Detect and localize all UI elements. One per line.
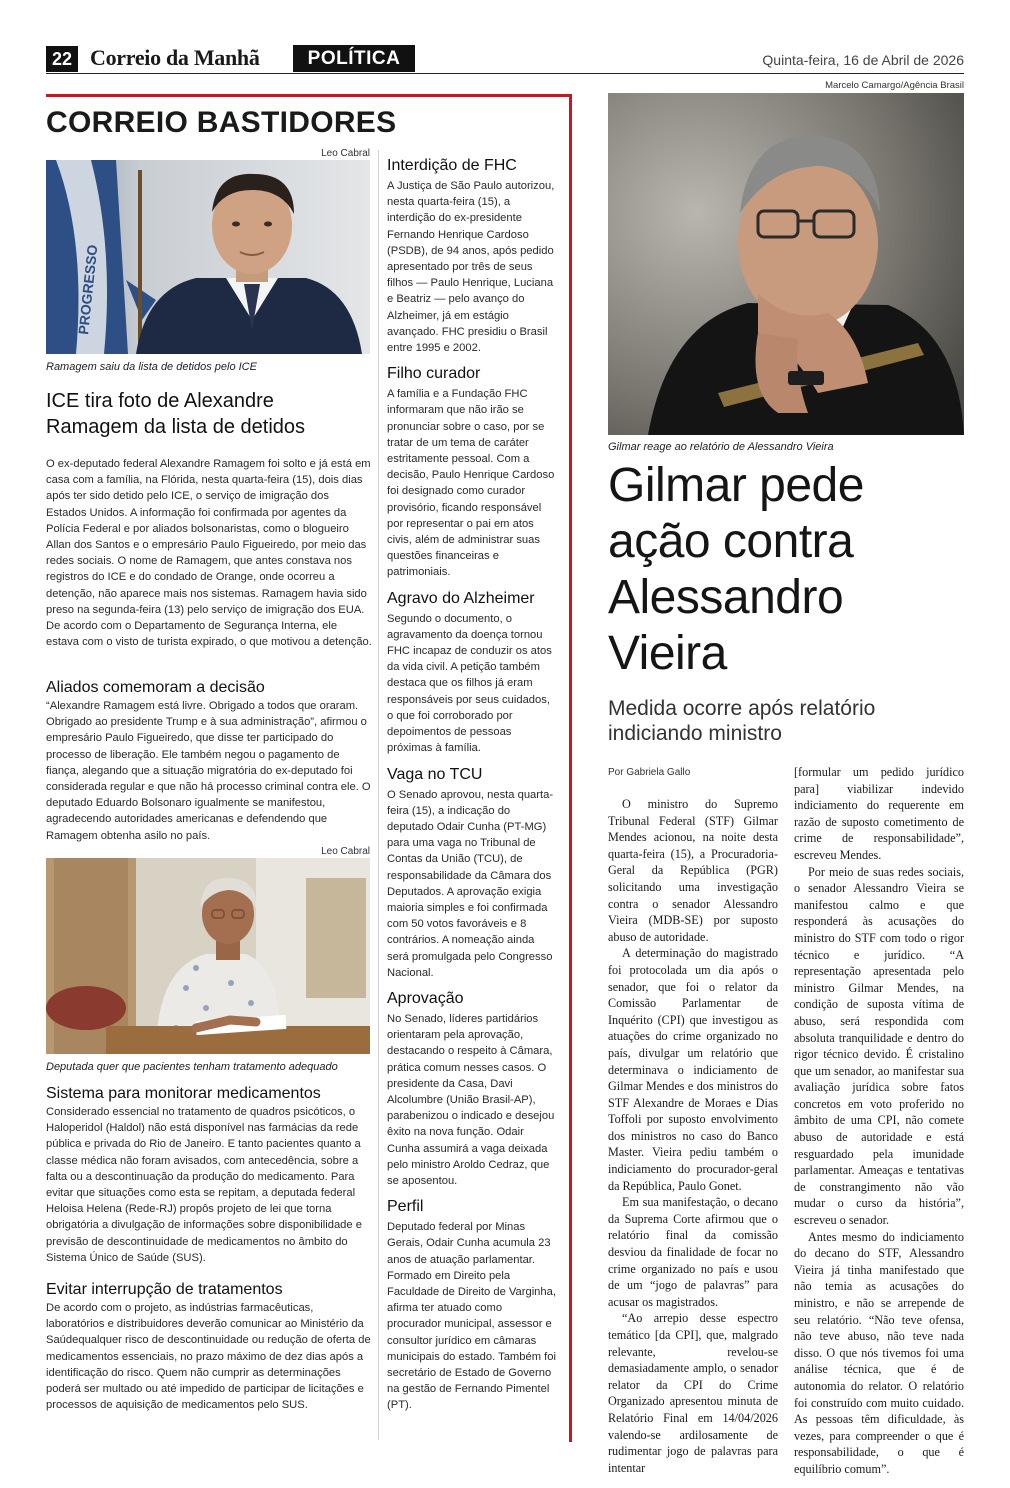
note-title: Interdição de FHC <box>387 157 517 174</box>
header-divider <box>46 73 964 74</box>
note-body: No Senado, líderes partidários orientaram pela aprovação, destacando o respeito à Câmara, prática comum nesses casos. O presidente da Casa, Davi Alcolumbre (União Brasil-AP), parabenizou o indicado e desejou êxito na nova função. Odair Cunha assumirá a vaga deixada pelo ministro Aroldo Cedraz, que se aposentou. <box>387 1012 555 1187</box>
photo-caption: Gilmar reage ao relatório de Alessandro Vieira <box>608 441 834 453</box>
story-body: Considerado essencial no tratamento de quadros psicóticos, o Haloperidol (Haldol) não está disponível nas farmácias da rede pública e privada do Rio de Janeiro. E tanto pacientes quanto a classe médica não foram avisados, com antecedência, sobre a falta ou a descontinuação da produção do medicamento. Para evitar que situações como esta se repitam, a deputada federal Heloisa Helena (Rede-RJ) propôs projeto de lei que torna obrigatória a divulgação de informações sobre disponibilidade e previsão de descontinuidade de medicamentos no âmbito do Sistema Único de Saúde (SUS). <box>46 1106 362 1264</box>
photo-credit: Leo Cabral <box>321 148 370 159</box>
note <box>387 765 559 981</box>
ramagem-photo <box>46 160 370 354</box>
story-headline: ICE tira foto de Alexandre Ramagem da lista de detidos <box>46 390 306 438</box>
story-headline: Sistema para monitorar medicamentos <box>46 1085 321 1102</box>
photo-caption: Deputada quer que pacientes tenham tratamento adequado <box>46 1061 338 1073</box>
note-body: A família e a Fundação FHC informaram que não irão se pronunciar sobre o caso, por se tratar de um tema de caráter estritamente pessoal. Com a decisão, Paulo Henrique Cardoso foi designado como curador provisório, ficando responsável por representar o pai em atos civis, além de administrar suas questões financeiras e patrimoniais. <box>387 388 555 579</box>
story-body: “Alexandre Ramagem está livre. Obrigado a todos que oraram. Obrigado ao presidente Trump e à sua administração”, afirmou o empresário Paulo Figueiredo, que disse ter participado do processo de liberação. Ele também negou o pagamento de fiança, alegando que a situação migratória do ex-deputado foi considerada regular e que não há processo criminal contra ele. O deputado Eduardo Bolsonaro igualmente se manifestou, agradecendo autoridades americanas e defendendo que Ramagem obtenha asilo no país. <box>46 700 371 842</box>
column-divider <box>378 150 379 1440</box>
photo-caption: Ramagem saiu da lista de detidos pelo ICE <box>46 361 257 373</box>
note-title: Aprovação <box>387 989 464 1007</box>
article-paragraph: A determinação do magistrado foi protocolada um dia após o senador, que foi o relator da Comissão Parlamentar de Inquérito (CPI) que investigou as atuações do crime organizado no país, divulgar um relatório que determinava o indiciamento de Gilmar Mendes e dos ministros do STF Alexandre de Moraes e Dias Toffoli por suposto envolvimento dos ministros no caso do Banco Master. Vieira pediu também o indiciamento do procurador-geral da República, Paulo Gonet. <box>608 946 778 1193</box>
note <box>387 989 559 1189</box>
photo-credit: Leo Cabral <box>321 846 370 857</box>
article-column-2 <box>794 764 964 1478</box>
note <box>387 589 559 757</box>
gilmar-photo <box>608 93 964 435</box>
newspaper-name: Correio da Manhã <box>90 45 260 70</box>
article-paragraph: [formular um pedido jurídico para] viabilizar indevido indiciamento do requerente em razão de suposto cometimento de crime de responsabilidade”, escreveu Mendes. <box>794 765 964 862</box>
article-byline: Por Gabriela Gallo <box>608 767 691 778</box>
note-body: A Justiça de São Paulo autorizou, nesta quarta-feira (15), a interdição do ex-presidente Fernando Henrique Cardoso (PSDB), de 94 anos, após pedido apresentado por três de seus filhos — Paulo Henrique, Luciana e Beatriz — pelo avanço do Alzheimer, já em estágio avançado. FHC presidiu o Brasil entre 1995 e 2002. <box>387 180 555 355</box>
photo-credit: Marcelo Camargo/Agência Brasil <box>825 80 964 91</box>
bastidores-title: CORREIO BASTIDORES <box>46 106 397 139</box>
article-paragraph: “Ao arrepio desse espectro temático [da CPI], que, malgrado relevante, revelou-se demasiadamente amplo, o senador relator da CPI do Crime Organizado apresentou minuta de Relatório Final em 14/04/2026 valendo-se ardilosamente de rudimentar jogo de palavras para intentar <box>608 1311 778 1475</box>
story-subhead: Aliados comemoram a decisão <box>46 679 265 696</box>
bastidores-right-border <box>569 94 572 1442</box>
article-paragraph: Por meio de suas redes sociais, o senador Alessandro Vieira se manifestou calmo e que responderá às acusações do ministro do STF com todo o rigor técnico e jurídico. “A representação apresentada pelo ministro Gilmar Mendes, na condição de suposta vítima de abuso, será respondida com absoluta tranquilidade e dentro do rigor técnico devido. É cristalino que um senador, ao manifestar sua avaliação jurídica sobre fatos concretos em voto proferido no âmbito de uma CPI, não comete abuso de autoridade e está resguardado pela imunidade parlamentar. Ameaças e tentativas de constrangimento não vão mudar o curso da história”, escreveu o senador. <box>794 864 964 1228</box>
note <box>387 1197 559 1413</box>
bastidores-top-border <box>46 94 572 97</box>
section-label: POLÍTICA <box>293 45 415 72</box>
article-paragraph: O ministro do Supremo Tribunal Federal (STF) Gilmar Mendes acionou, na noite desta quarta-feira (15), a Procuradoria-Geral da República (PGR) solicitando uma investigação contra o senador Alessandro Vieira (MDB-SE) por suposto abuso de autoridade. <box>608 797 778 944</box>
flag-text: PROGRESSO <box>75 243 101 336</box>
note-title: Filho curador <box>387 365 481 383</box>
note <box>387 156 559 356</box>
story-subhead: Evitar interrupção de tratamentos <box>46 1281 283 1298</box>
story-body: O ex-deputado federal Alexandre Ramagem foi solto e já está em casa com a família, na Flórida, nesta quarta-feira (15), dois dias após ter sido detido pelo ICE, o serviço de imigração dos Estados Unidos. A informação foi confirmada por agentes da Polícia Federal e por aliados bolsonaristas, como o blogueiro Allan dos Santos e o empresário Paulo Figueiredo, por meio das redes sociais. O nome de Ramagem, que antes constava nos registros do ICE e do condado de Orange, onde ocorreu a detenção, não aparece mais nos sistemas. Ramagem havia sido preso na segunda-feira (13) pelo serviço de imigração dos EUA. De acordo com o Departamento de Segurança Interna, ele estava com o visto de turista expirado, o que motivou a detenção. <box>46 458 372 649</box>
note-body: Segundo o documento, o agravamento da doença tornou FHC incapaz de conduzir os atos da vida civil. A petição também destaca que os filhos já eram responsáveis por seus cuidados, o que foi corroborado por depoimentos de pessoas próximas à família. <box>387 612 552 755</box>
note-title: Agravo do Alzheimer <box>387 589 535 607</box>
article-headline: Gilmar pede ação contra Alessandro Vieira <box>608 459 864 680</box>
article-deck: Medida ocorre após relatório indiciando ministro <box>608 697 876 745</box>
publication-date: Quinta-feira, 16 de Abril de 2026 <box>762 52 964 68</box>
notes-column <box>387 156 559 1414</box>
page-number: 22 <box>46 46 78 72</box>
article-column-1 <box>608 796 778 1476</box>
note-body: Deputado federal por Minas Gerais, Odair Cunha acumula 23 anos de atuação parlamentar. Formado em Direito pela Faculdade de Direito de Varginha, afirma ter atuado como procurador municipal, assessor e consultor jurídico em câmaras municipais do estado. Também foi secretário de Estado de Governo na gestão de Fernando Pimentel (PT). <box>387 1221 556 1412</box>
note-title: Vaga no TCU <box>387 765 483 783</box>
article-paragraph: Em sua manifestação, o decano da Suprema Corte afirmou que o relatório final da comissão desviou da finalidade de focar no crime organizado no país e usou de um “jogo de palavras” para acusar os magistrados. <box>608 1195 778 1309</box>
note-title: Perfil <box>387 1198 424 1216</box>
story-body: De acordo com o projeto, as indústrias farmacêuticas, laboratórios e distribuidores deverão comunicar ao Ministério da Saúdequalquer risco de descontinuidade ou redução de oferta de medicamentos essenciais, no prazo máximo de dez dias após a identificação do risco. Quem não cumprir as determinações poderá ser multado ou até impedido de participar de licitações e processos de aquisição de medicamentos pelo SUS. <box>46 1302 371 1412</box>
note <box>387 364 559 580</box>
note-body: O Senado aprovou, nesta quarta-feira (15), a indicação do deputado Odair Cunha (PT-MG) para uma vaga no Tribunal de Contas da União (TCU), de responsabilidade da Câmara dos Deputados. A aprovação exigia maioria simples e foi confirmada com 50 votos favoráveis e 8 contrários. A nomeação ainda será promulgada pelo Congresso Nacional. <box>387 788 554 979</box>
deputada-photo <box>46 858 370 1054</box>
article-paragraph: Antes mesmo do indiciamento do decano do STF, Alessandro Vieira já tinha manifestado que não temia as acusações do ministro, e não se arrepende de seu relatório. “Não teve ofensa, não teve abuso, não teve nada disso. O que nós tivemos foi uma análise técnica, que é de autonomia do relator. O relatório foi construído com muito cuidado. As pessoas têm dificuldade, às vezes, para compreender o que é responsabilidade, o que é equilíbrio comum”. <box>794 1229 964 1476</box>
